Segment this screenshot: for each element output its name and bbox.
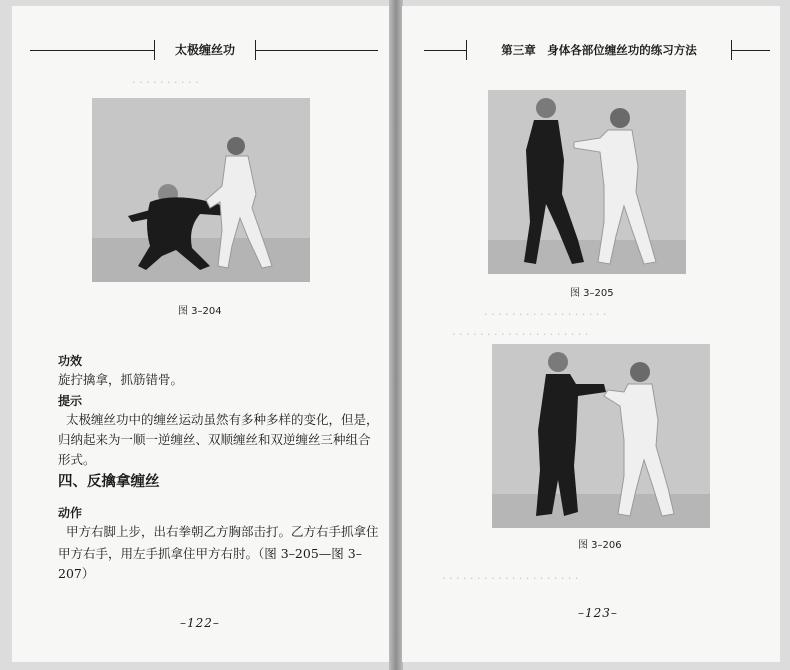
right-page [402, 6, 780, 662]
photo-figure-3-204 [92, 98, 310, 282]
right-running-header [424, 40, 770, 60]
page-number-right: –123– [578, 606, 618, 620]
left-header-title: 太极缠丝功 [154, 40, 256, 60]
left-page [12, 6, 390, 662]
figure-caption-3-205: 图 3–205 [570, 288, 614, 299]
effect-text: 旋拧擒拿，抓筋错骨。 [58, 372, 184, 387]
photo-figure-3-205 [488, 90, 686, 274]
book-gutter [389, 0, 403, 670]
right-header-title: 第三章 身体各部位缠丝功的练习方法 [466, 40, 732, 60]
bleed-through-text: · · · · · · · · · · · · · · · · · · · · [442, 572, 579, 585]
bleed-through-text: · · · · · · · · · · [132, 76, 199, 89]
bleed-through-text: · · · · · · · · · · · · · · · · · · [484, 308, 607, 321]
left-running-header [30, 40, 378, 60]
bleed-through-text: · · · · · · · · · · · · · · · · · · · · [452, 328, 589, 341]
section-title: 四、反擒拿缠丝 [58, 474, 160, 490]
page-number-left: –122– [180, 616, 220, 630]
action-text-line2: 甲方右手，用左手抓拿住甲方右肘。（图 3–205—图 3–207） [58, 546, 362, 581]
tip-heading: 提示 [58, 394, 83, 408]
action-text-line1: 甲方右脚上步，出右拳朝乙方胸部击打。乙方右手抓拿住 [66, 524, 379, 539]
photo-figure-3-206 [492, 344, 710, 528]
action-heading: 动作 [58, 506, 83, 520]
tip-text-line1: 太极缠丝功中的缠丝运动虽然有多种多样的变化，但是， [66, 412, 379, 427]
effect-heading: 功效 [58, 354, 83, 368]
figure-caption-3-206: 图 3–206 [578, 540, 622, 551]
tip-text-line2: 归纳起来为一顺一逆缠丝、双顺缠丝和双逆缠丝三种组合形式。 [58, 432, 371, 467]
figure-caption-3-204: 图 3–204 [178, 306, 222, 317]
